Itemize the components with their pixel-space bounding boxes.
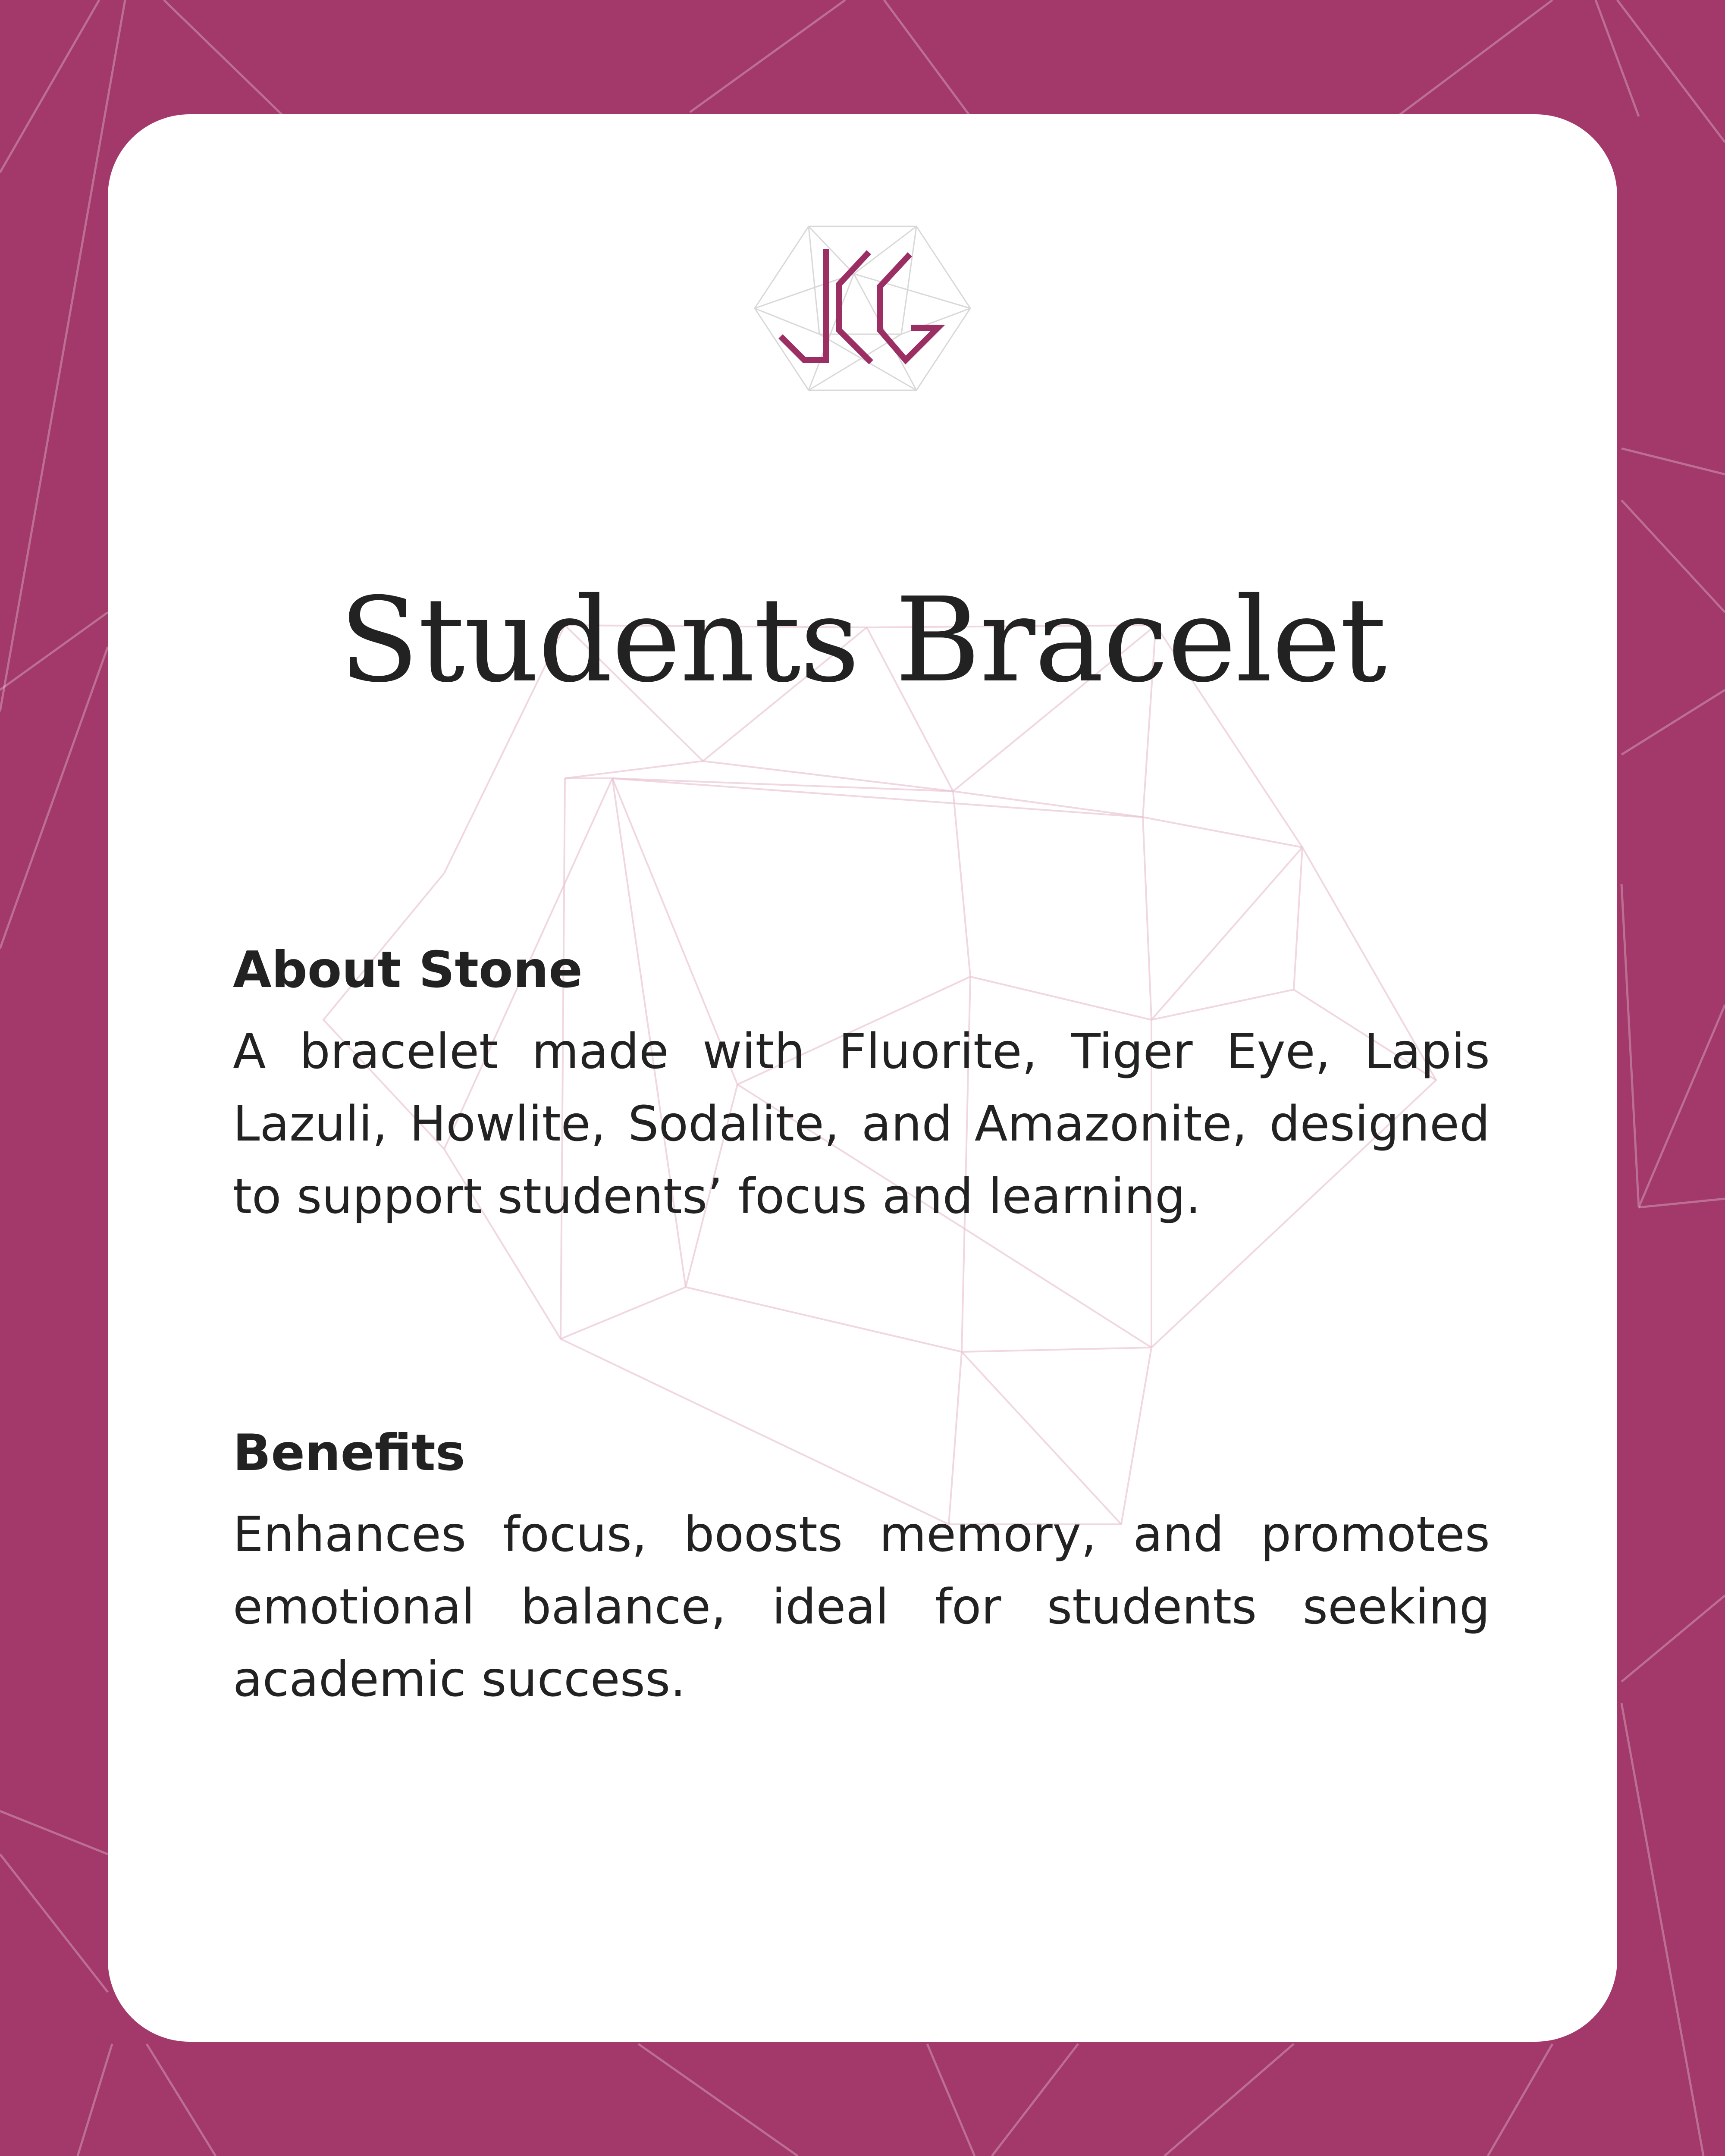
about-stone-heading: About Stone [233,941,583,999]
about-stone-text: A bracelet made with Fluorite, Tiger Eye, Lapis Lazuli, Howlite, Sodalite, and Amazonite, designed to support students’ focus and learning. [233,1024,1490,1225]
page-title: Students Bracelet [339,572,1386,708]
jcg-crystal-logo-icon [750,222,975,395]
benefits-heading: Benefits [233,1424,465,1482]
benefits-text: Enhances focus, boosts memory, and promotes emotional balance, ideal for students seeking academic success. [233,1507,1490,1708]
benefits-section [233,1416,1490,1716]
about-stone-section [233,934,1490,1233]
content-card [108,114,1617,2042]
